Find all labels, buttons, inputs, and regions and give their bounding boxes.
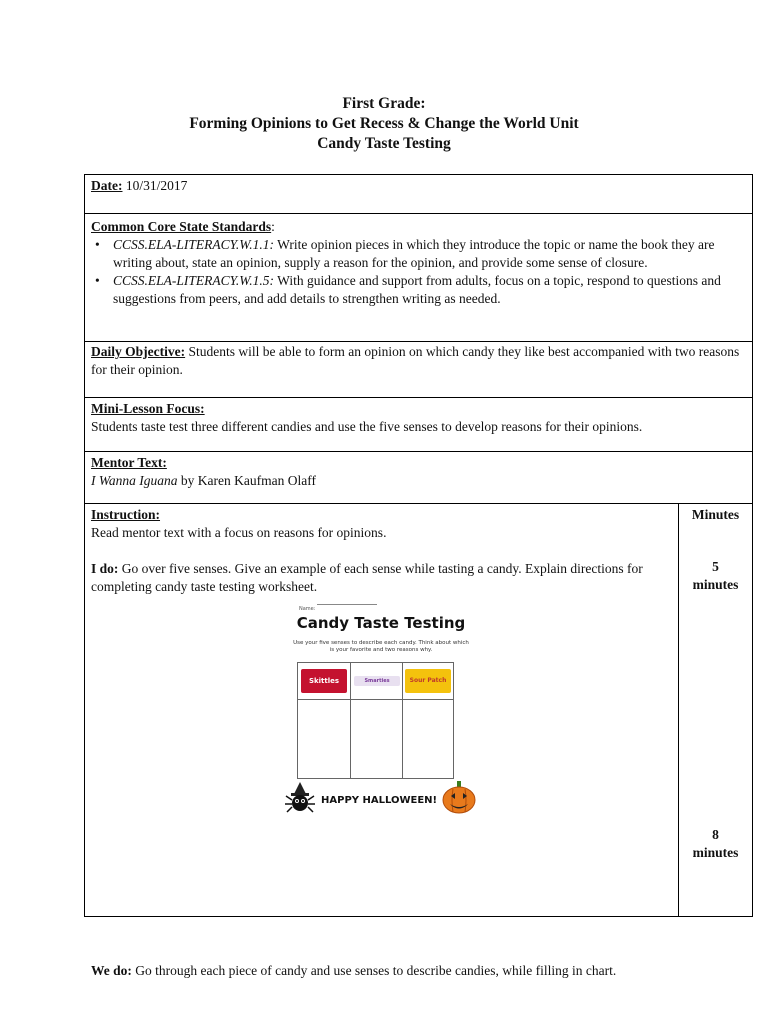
mentor-book-title: I Wanna Iguana <box>91 473 178 488</box>
mini-lesson-label: Mini-Lesson Focus: <box>91 401 205 416</box>
title-line-lesson: Candy Taste Testing <box>317 135 451 152</box>
objective-text: Students will be able to form an opinion on which candy they like best accompanied with two reasons for their opinion. <box>91 344 740 377</box>
title-line-unit: Forming Opinions to Get Recess & Change the World Unit <box>189 115 579 132</box>
objective-label: Daily Objective: <box>91 344 186 359</box>
worksheet-subtitle: Use your five senses to describe each candy. Think about which is your favorite and two reasons why. <box>293 640 469 653</box>
standards-list <box>91 236 746 308</box>
spider-icon <box>285 782 315 816</box>
date-value: 10/31/2017 <box>122 178 188 193</box>
instruction-label: Instruction: <box>91 507 161 522</box>
skittles-candy-image: Skittles <box>301 669 347 693</box>
we-do-step: We do: Go through each piece of candy and use senses to describe candies, while filling in chart. <box>91 963 617 978</box>
halloween-text: HAPPY HALLOWEEN! <box>321 795 438 806</box>
standards-row: Common Core State Standards: • CCSS.ELA-LITERACY.W.1.1: Write opinion pieces in which they introduce the topic or name the book they are writing about, state an opinion, supply a reason for the opinion, and provide some sense of closure. • CCSS.ELA-LITERACY.W.1.5: With guidance and support from adults, focus on a topic, respond to questions and suggestions from peers, and add details to strengthen writing as needed. <box>85 214 752 342</box>
worksheet-chart <box>297 662 454 779</box>
title-line-grade: First Grade: <box>342 95 426 112</box>
i-do-step: I do: Go over five senses. Give an example of each sense while tasting a candy. Explain directions for completing candy taste testing worksheet. <box>91 561 643 594</box>
pumpkin-icon <box>441 780 477 814</box>
document-title <box>0 94 768 154</box>
worksheet-image <box>281 600 481 820</box>
lesson-plan-table <box>84 174 753 978</box>
we-do-minutes: 8 minutes <box>692 827 739 860</box>
i-do-minutes: 5 minutes <box>692 559 739 592</box>
mini-lesson-row <box>85 398 752 452</box>
worksheet-title: Candy Taste Testing <box>296 614 466 632</box>
mentor-author: by Karen Kaufman Olaff <box>177 473 316 488</box>
minutes-header: Minutes <box>691 507 740 522</box>
halloween-banner <box>281 780 481 816</box>
date-row <box>85 175 752 214</box>
instruction-cell <box>85 504 679 978</box>
smarties-candy-image: Smarties <box>354 676 400 686</box>
standard-item: • CCSS.ELA-LITERACY.W.1.5: With guidance and support from adults, focus on a topic, respond to questions and suggestions from peers, and add details to strengthen writing as needed. <box>113 272 746 308</box>
standards-label: Common Core State Standards <box>91 219 272 234</box>
date-label: Date: <box>91 178 123 193</box>
objective-row <box>85 342 752 398</box>
mentor-text-label: Mentor Text: <box>91 455 167 470</box>
standard-item: • CCSS.ELA-LITERACY.W.1.1: Write opinion pieces in which they introduce the topic or name the book they are writing about, state an opinion, supply a reason for the opinion, and provide some sense of closure. <box>113 236 746 272</box>
mini-lesson-text: Students taste test three different candies and use the five senses to develop reasons for their opinions. <box>91 419 643 434</box>
instruction-intro: Read mentor text with a focus on reasons for opinions. <box>91 525 387 540</box>
minutes-cell <box>679 504 752 916</box>
mentor-text-row <box>85 452 752 504</box>
worksheet-name-label: Name: <box>299 606 316 612</box>
sourpatch-candy-image: Sour Patch <box>405 669 451 693</box>
